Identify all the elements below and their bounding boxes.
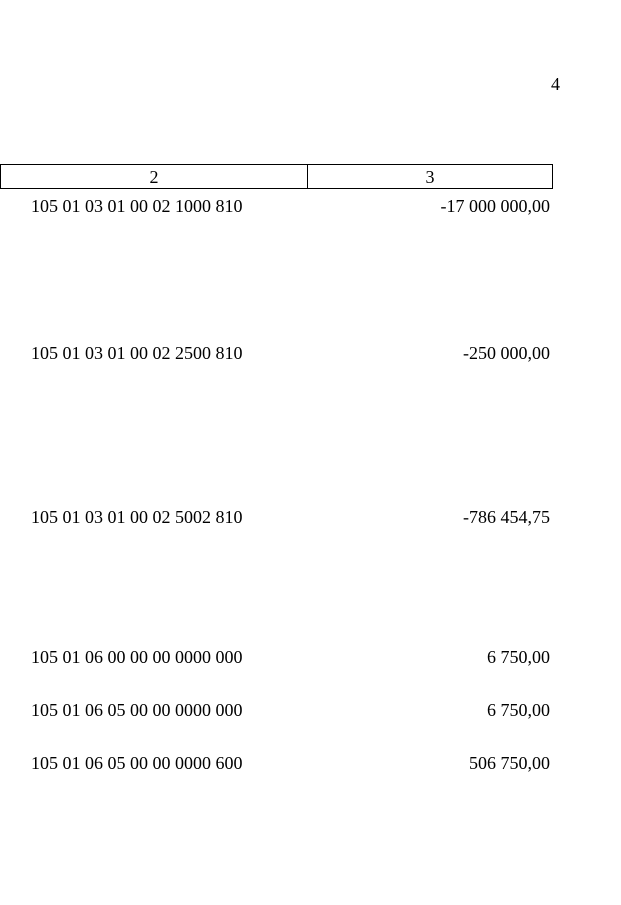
table-row bbox=[0, 751, 553, 775]
column-header-3: 3 bbox=[425, 167, 435, 187]
table-row bbox=[0, 505, 553, 529]
row-amount: 6 750,00 bbox=[487, 700, 550, 720]
row-amount: 6 750,00 bbox=[487, 647, 550, 667]
table-row bbox=[0, 341, 553, 365]
page-number: 4 bbox=[551, 74, 560, 94]
row-code: 105 01 03 01 00 02 5002 810 bbox=[31, 507, 243, 527]
table-row bbox=[0, 645, 553, 669]
row-amount: 506 750,00 bbox=[469, 753, 550, 773]
row-amount: -786 454,75 bbox=[463, 507, 550, 527]
row-code: 105 01 06 05 00 00 0000 600 bbox=[31, 753, 243, 773]
row-amount: -17 000 000,00 bbox=[440, 196, 550, 216]
row-code: 105 01 06 00 00 00 0000 000 bbox=[31, 647, 243, 667]
column-header-2: 2 bbox=[1, 165, 308, 188]
row-amount: -250 000,00 bbox=[463, 343, 550, 363]
row-code: 105 01 03 01 00 02 2500 810 bbox=[31, 343, 243, 363]
row-code: 105 01 03 01 00 02 1000 810 bbox=[31, 196, 243, 216]
table-row bbox=[0, 194, 553, 218]
row-code: 105 01 06 05 00 00 0000 000 bbox=[31, 700, 243, 720]
table-header bbox=[0, 164, 553, 189]
table-row bbox=[0, 698, 553, 722]
